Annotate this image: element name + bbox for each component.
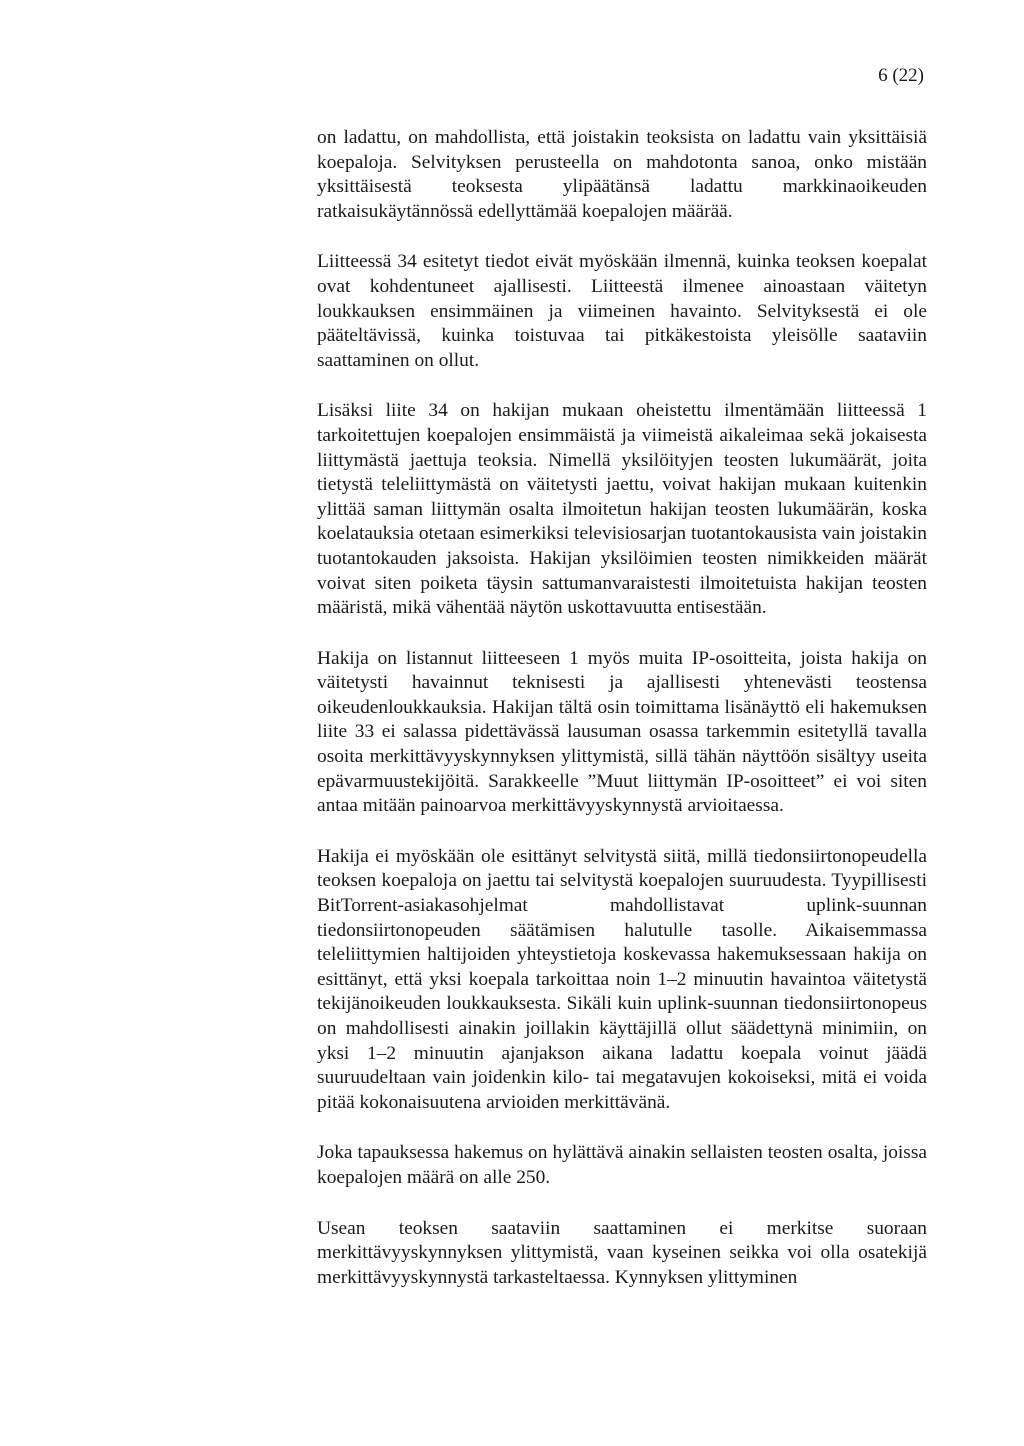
paragraph-5: Hakija ei myöskään ole esittänyt selvitystä siitä, millä tiedonsiirtonopeudella teoksen koepaloja on jaettu tai selvitystä koepalojen suuruudesta. Tyypillisesti BitTorrent-asiakasohjelmat mahdollistavat uplink-suunnan tiedonsiirtonopeuden säätämisen halutulle tasolle. Aikaisemmassa teleliittymien haltijoiden yhteystietoja koskevassa hakemuksessaan hakija on esittänyt, että yksi koepala tarkoittaa noin 1–2 minuutin havaintoa väitetystä tekijänoikeuden loukkauksesta. Sikäli kuin uplink-suunnan tiedonsiirtonopeus on mahdollisesti ainakin joillakin käyttäjillä ollut säädettynä minimiin, on yksi 1–2 minuutin ajanjakson aikana ladattu koepala voinut jäädä suuruudeltaan vain joidenkin kilo- tai megatavujen kokoiseksi, mitä ei voida pitää kokonaisuutena arvioiden merkittävänä. (317, 845, 927, 1113)
paragraph-7: Usean teoksen saataviin saattaminen ei merkitse suoraan merkittävyyskynnyksen ylittymistä, vaan kyseinen seikka voi olla osatekijä merkittävyyskynnystä tarkasteltaessa. Kynnyksen ylittyminen (317, 1217, 927, 1288)
paragraph-3: Lisäksi liite 34 on hakijan mukaan oheistettu ilmentämään liitteessä 1 tarkoitettujen koepalojen ensimmäistä ja viimeistä aikaleimaa sekä jokaisesta liittymästä jaettuja teoksia. Nimellä yksilöityjen teosten lukumäärät, joita tietystä teleliittymästä on väitetysti jaettu, voivat hakijan mukaan kuitenkin ylittää saman liittymän osalta ilmoitetun hakijan teosten lukumäärän, koska koelatauksia otetaan esimerkiksi televisiosarjan tuotantokausista vain joistakin tuotantokauden jaksoista. Hakijan yksilöimien teosten nimikkeiden määrät voivat siten poiketa täysin sattumanvaraistesti ilmoitetuista hakijan teosten määristä, mikä vähentää näytön uskottavuutta entisestään. (317, 400, 927, 619)
paragraph-4: Hakija on listannut liitteeseen 1 myös muita IP-osoitteita, joista hakija on väitetysti havainnut teknisesti ja ajallisesti yhtenevästi teostensa oikeudenloukkauksia. Hakijan tältä osin toimittama lisänäyttö eli hakemuksen liite 33 ei salassa pidettävässä lausuman osassa tarkemmin esitetyllä tavalla osoita merkittävyyskynnyksen ylittymistä, sillä tähän näyttöön sisältyy useita epävarmuustekijöitä. Sarakkeelle ”Muut liittymän IP-osoitteet” ei voi siten antaa mitään painoarvoa merkittävyyskynnystä arvioitaessa. (317, 647, 927, 817)
paragraph-6: Joka tapauksessa hakemus on hylättävä ainakin sellaisten teosten osalta, joissa koepalojen määrä on alle 250. (317, 1142, 927, 1188)
body-text (317, 126, 927, 1290)
page-number: 6 (22) (878, 65, 924, 86)
paragraph-1: on ladattu, on mahdollista, että joistakin teoksista on ladattu vain yksittäisiä koepaloja. Selvityksen perusteella on mahdotonta sanoa, onko mistään yksittäisestä teoksesta ylipäätänsä ladattu markkinaoikeuden ratkaisukäytännössä edellyttämää koepalojen määrää. (317, 127, 927, 222)
paragraph-2: Liitteessä 34 esitetyt tiedot eivät myöskään ilmennä, kuinka teoksen koepalat ovat kohdentuneet ajallisesti. Liitteestä ilmenee ainoastaan väitetyn loukkauksen ensimmäinen ja viimeinen havainto. Selvityksestä ei ole pääteltävissä, kuinka toistuvaa tai pitkäkestoista yleisölle saataviin saattaminen on ollut. (317, 251, 927, 371)
